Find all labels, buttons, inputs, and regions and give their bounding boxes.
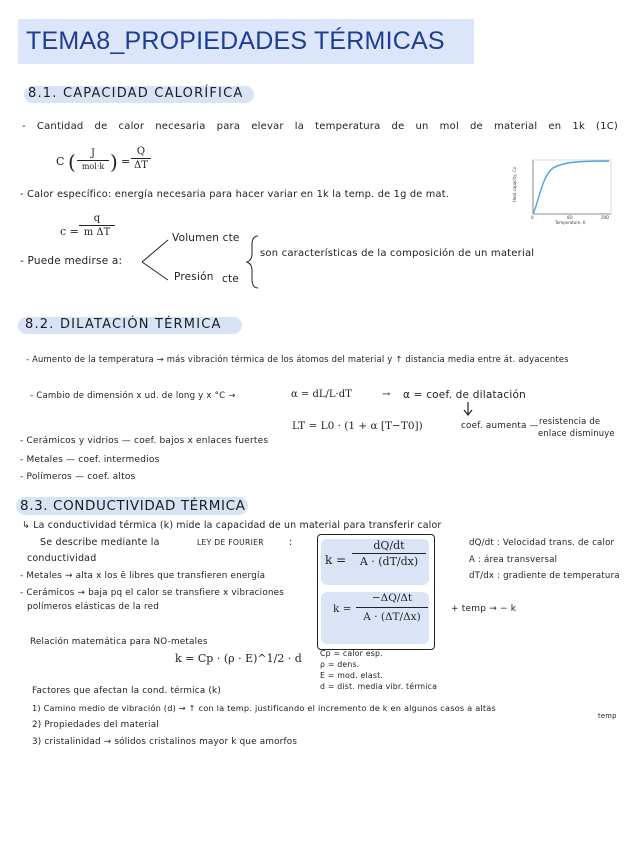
factors-heading: Factores que afectan la cond. térmica (k) (32, 686, 221, 696)
factor-1-temp: temp (598, 712, 617, 720)
pressure-label: Presión (174, 271, 214, 283)
section-heading-8-2: 8.2. DILATACIÓN TÉRMICA (25, 317, 222, 332)
conductivity-definition: ↳ La conductividad térmica (k) mide la capacidad de un material para transferir calor (22, 520, 442, 531)
length-equation: LT = L0 · (1 + α [T−T0]) (292, 420, 423, 432)
var-rho: ρ = dens. (320, 660, 360, 669)
measure-label: - Puede medirse a: (20, 255, 123, 267)
graph-tick-2: 2θD (601, 215, 610, 220)
equals: = (121, 155, 131, 168)
paren: ( (68, 150, 76, 174)
section-heading-8-3: 8.3. CONDUCTIVIDAD TÉRMICA (20, 498, 246, 514)
volume-const: Volumen cte (172, 232, 240, 244)
specific-heat-definition: - Calor específico: energía necesaria para hacer variar en 1k la temp. de 1g de mat. (20, 189, 450, 200)
ceramics-conductivity: - Cerámicos → baja pq el calor se transfiere x vibraciones (20, 588, 285, 598)
var-cp: Cp = calor esp. (320, 649, 383, 658)
factor-3: 3) cristalinidad → sólidos cristalinos mayor k que amorfos (32, 737, 298, 747)
dimension-change: - Cambio de dimensión x ud. de long y x °C → (30, 391, 236, 401)
paren: ) (110, 150, 118, 174)
q-over-dt: Q ΔT (131, 146, 151, 171)
legend-area: A : área transversal (469, 555, 558, 565)
legend-dq-dt: dQ/dt : Velocidad trans. de calor (469, 538, 615, 548)
alpha-definition: α = coef. de dilatación (403, 389, 526, 401)
bond-resistance-2: enlace disminuye (538, 428, 615, 438)
graph-x-label: Temperature, K (555, 220, 586, 225)
factor-1: 1) Camino medio de vibración (d) → ↑ con la temp. justificando el incremento de k en algunos casos a altas (32, 703, 496, 713)
metals-coef: - Metales — coef. intermedios (20, 455, 160, 465)
legend-gradient: dT/dx : gradiente de temperatura (469, 571, 620, 581)
graph-tick-0: 0 (531, 215, 534, 220)
fourier-colon: : (289, 537, 293, 548)
nonmetal-relation: Relación matemática para NO-metales (30, 637, 208, 647)
ceramics-coef: - Cerámicos y vidrios — coef. bajos x enlaces fuertes (20, 436, 269, 446)
c-symbol: C (56, 155, 65, 168)
factor-2: 2) Propiedades del material (32, 720, 159, 730)
fourier-fraction-2: −ΔQ/Δt A · (ΔT/Δx) (356, 592, 428, 623)
section-heading-8-1: 8.1. CAPACIDAD CALORÍFICA (28, 86, 244, 101)
var-e: E = mod. elast. (320, 671, 384, 680)
arrow: → (382, 389, 391, 400)
polymers-coef: - Polímeros — coef. altos (20, 472, 136, 482)
temp-relation: + temp → − k (451, 604, 517, 614)
nonmetal-equation: k = Cp · (ρ · E)^1/2 · d (175, 652, 302, 665)
coef-increase: coef. aumenta — (461, 421, 539, 431)
k-eq-1: k = (325, 553, 347, 567)
k-eq-2: k = (333, 603, 352, 615)
specific-heat-fraction: q m ΔT (79, 213, 115, 238)
heat-capacity-definition: - Cantidad de calor necesaria para elevar la temperatura de un mol de material en 1k (1C) (22, 121, 618, 132)
graph-y-label: Heat capacity, Cv (512, 166, 518, 203)
page-title: TEMA8_PROPIEDADES TÉRMICAS (26, 27, 445, 55)
fourier-law: LEY DE FOURIER (197, 538, 264, 547)
ce-lhs: c = (60, 225, 79, 238)
thermal-expansion-cause: - Aumento de la temperatura → más vibración térmica de los átomos del material y ↑ distancia media entre át. adyacentes (26, 354, 569, 364)
bond-resistance-1: resistencia de (539, 416, 601, 426)
composition-characteristic: son características de la composición de un material (260, 248, 535, 259)
var-d: d = dist. media vibr. térmica (320, 682, 438, 691)
graph-tick-1: θD (567, 215, 573, 220)
polymers-conductivity: polímeros elásticas de la red (27, 602, 159, 612)
pressure-const: cte (222, 273, 239, 285)
units-fraction: J mol·k (77, 148, 109, 171)
metals-conductivity: - Metales → alta x los ē libres que transfieren energía (20, 571, 266, 581)
fourier-fraction-1: dQ/dt A · (dT/dx) (352, 539, 426, 568)
fourier-intro: Se describe mediante la (40, 537, 160, 548)
conductivity-word: conductividad (27, 553, 97, 564)
alpha-equation: α = dL/L·dT (291, 389, 352, 400)
